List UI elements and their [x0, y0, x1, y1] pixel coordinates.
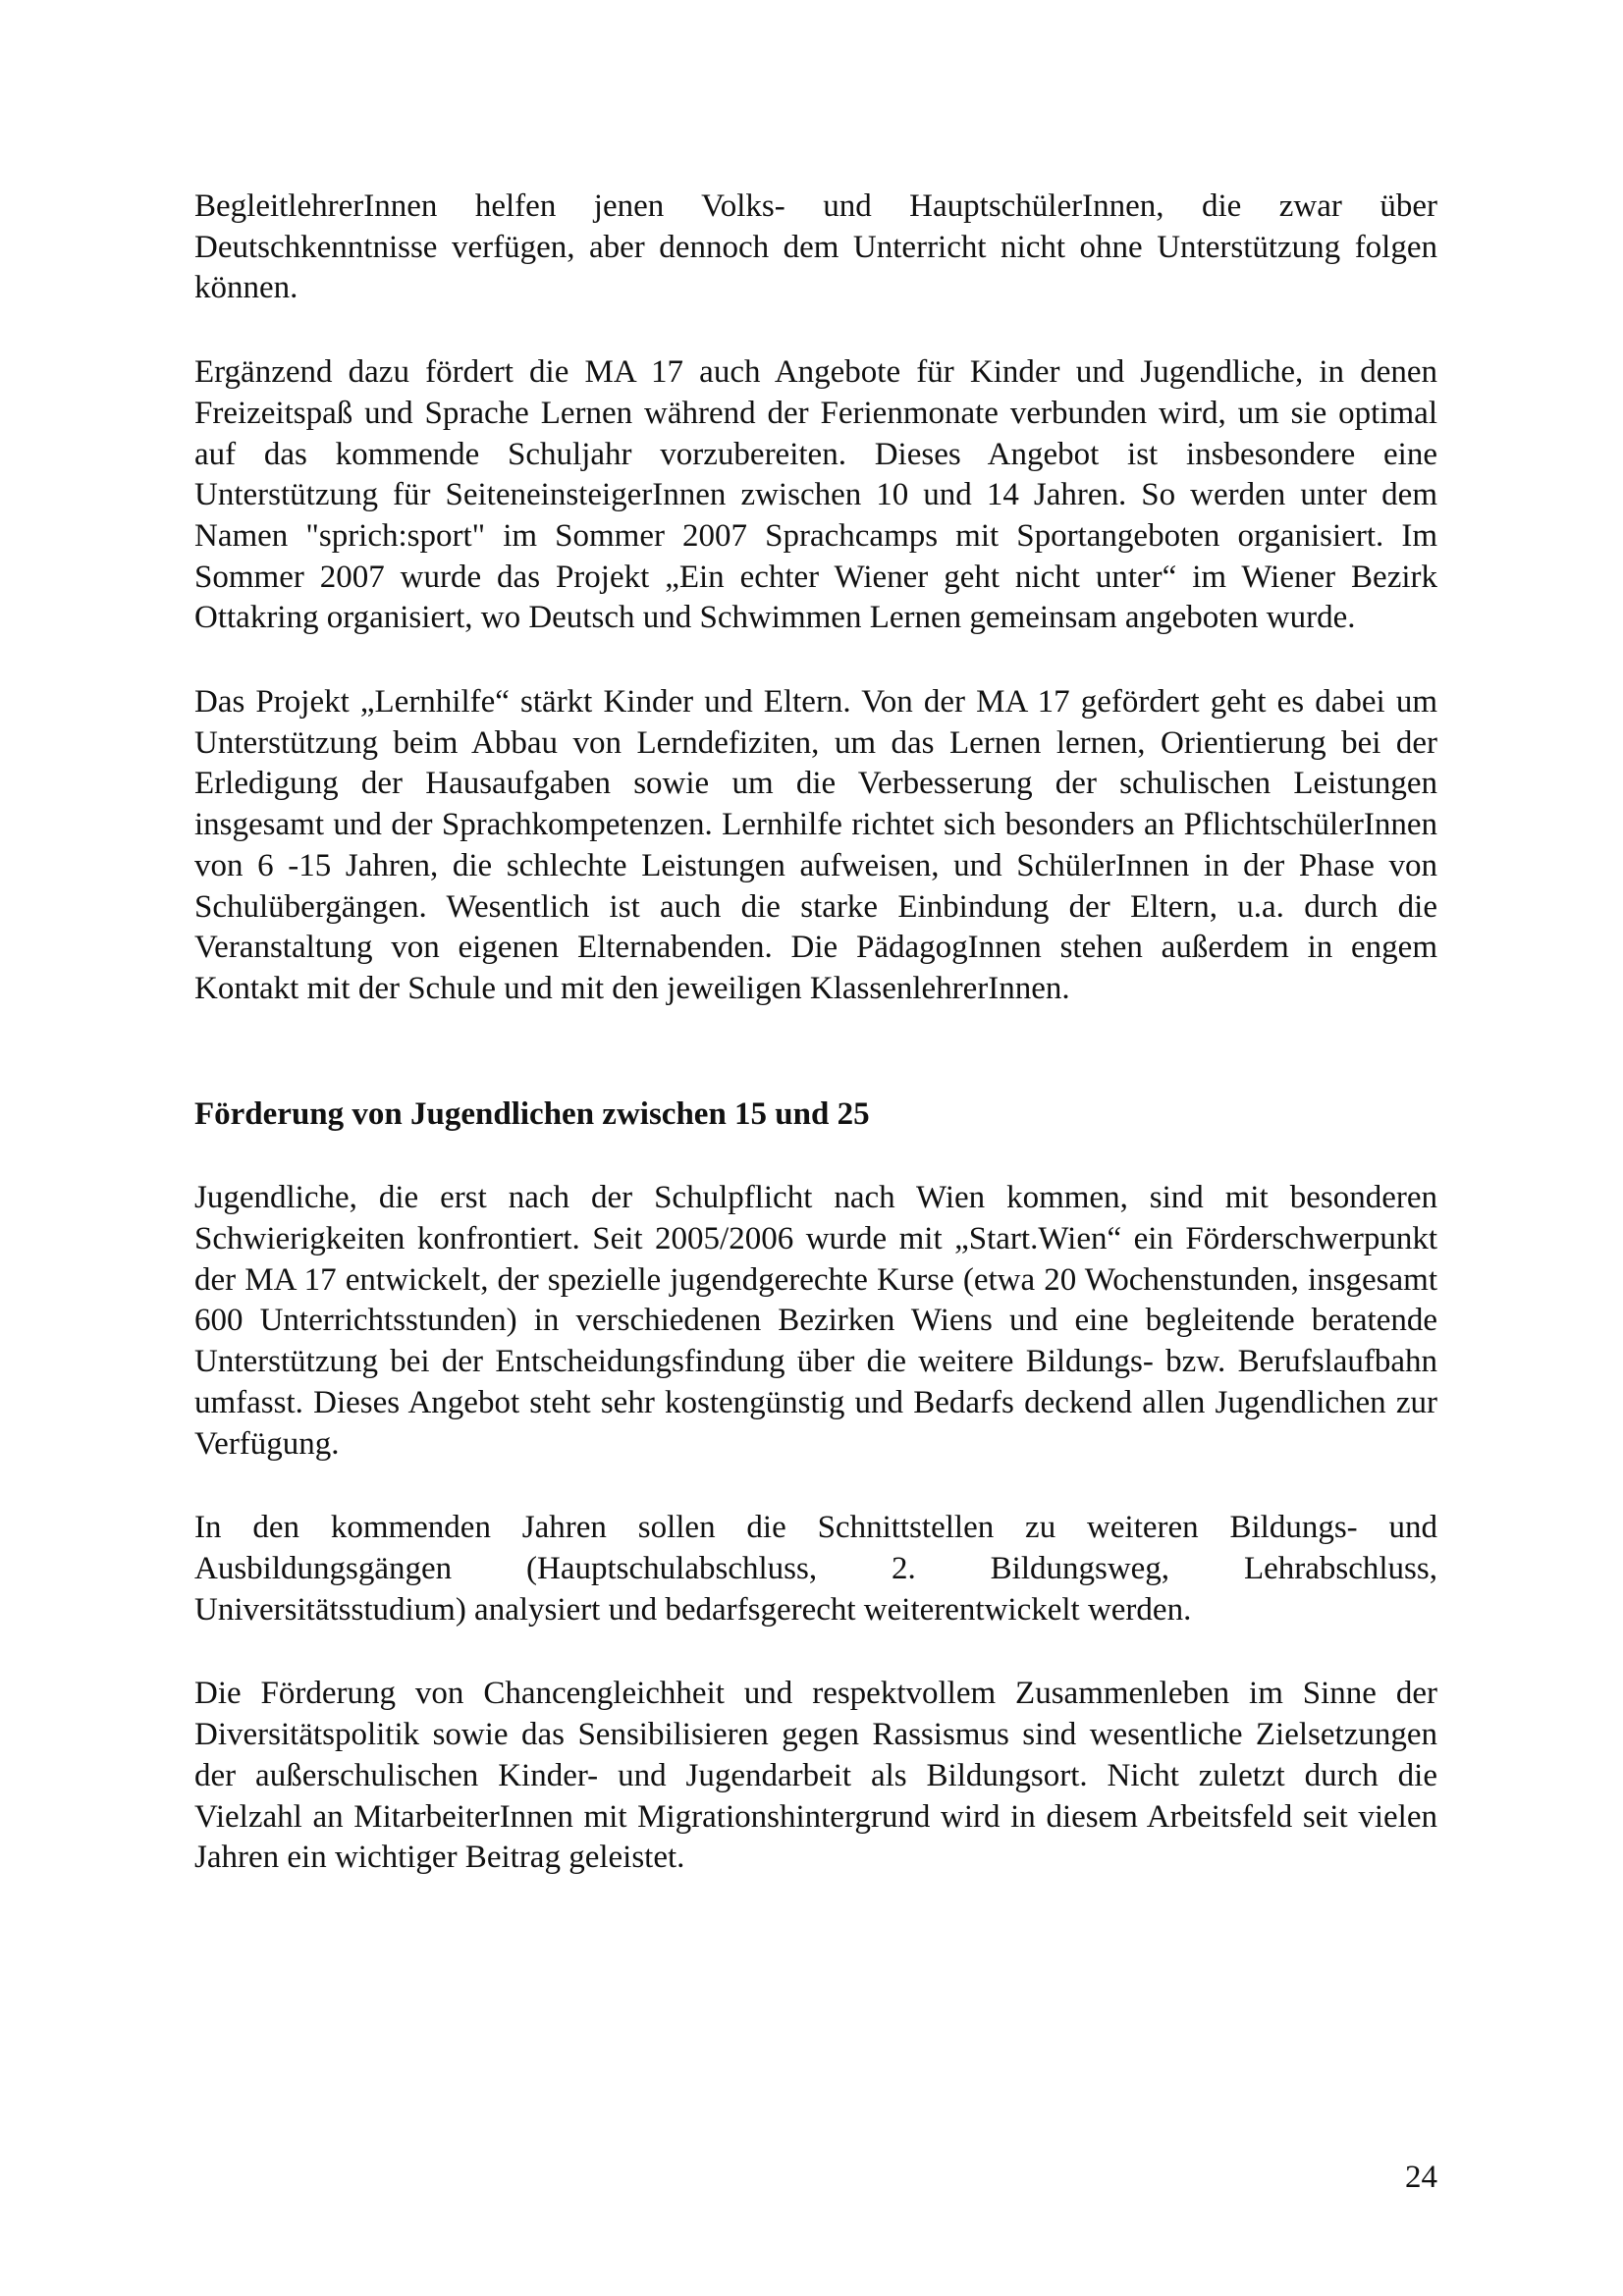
paragraph-ferienangebote: Ergänzend dazu fördert die MA 17 auch Angebote für Kinder und Jugendliche, in denen Freizeitspaß und Sprache Lernen während der Ferienmonate verbunden wird, um sie optimal auf das kommende Schuljahr vorzubereiten. Dieses Angebot ist insbesondere eine Unterstützung für SeiteneinsteigerInnen zwischen 10 und 14 Jahren. So werden unter dem Namen "sprich:sport" im Sommer 2007 Sprachcamps mit Sportangeboten organisiert. Im Sommer 2007 wurde das Projekt „Ein echter Wiener geht nicht unter“ im Wiener Bezirk Ottakring organisiert, wo Deutsch und Schwimmen Lernen gemeinsam angeboten wurde. — [194, 354, 1437, 636]
paragraph-start-wien: Jugendliche, die erst nach der Schulpflicht nach Wien kommen, sind mit besonderen Schwierigkeiten konfrontiert. Seit 2005/2006 wurde mit „Start.Wien“ ein Förderschwerpunkt der MA 17 entwickelt, der spezielle jugendgerechte Kurse (etwa 20 Wochenstunden, insgesamt 600 Unterrichtsstunden) in verschiedenen Bezirken Wiens und eine begleitende beratende Unterstützung bei der Entscheidungsfindung über die weitere Bildungs- bzw. Berufslaufbahn umfasst. Dieses Angebot steht sehr kostengünstig und Bedarfs deckend allen Jugendlichen zur Verfügung. — [194, 1180, 1437, 1462]
paragraph-schnittstellen: In den kommenden Jahren sollen die Schnittstellen zu weiteren Bildungs- und Ausbildungsgängen (Hauptschulabschluss, 2. Bildungsweg, Lehrabschluss, Universitätsstudium) analysiert und bedarfsgerecht weiterentwickelt werden. — [194, 1510, 1437, 1628]
page-number: 24 — [1405, 2160, 1437, 2195]
paragraph-begleitlehrer: BegleitlehrerInnen helfen jenen Volks- und HauptschülerInnen, die zwar über Deutschkenntnisse verfügen, aber dennoch dem Unterricht nicht ohne Unterstützung folgen können. — [194, 188, 1437, 306]
paragraph-chancengleichheit: Die Förderung von Chancengleichheit und respektvollem Zusammenleben im Sinne der Diversitätspolitik sowie das Sensibilisieren gegen Rassismus sind wesentliche Zielsetzungen der außerschulischen Kinder- und Jugendarbeit als Bildungsort. Nicht zuletzt durch die Vielzahl an MitarbeiterInnen mit Migrationshintergrund wird in diesem Arbeitsfeld seit vielen Jahren ein wichtiger Beitrag geleistet. — [194, 1676, 1437, 1876]
document-page — [194, 187, 1437, 1879]
paragraph-lernhilfe: Das Projekt „Lernhilfe“ stärkt Kinder und Eltern. Von der MA 17 gefördert geht es dabei um Unterstützung beim Abbau von Lerndefiziten, um das Lernen lernen, Orientierung bei der Erledigung der Hausaufgaben sowie um die Verbesserung der schulischen Leistungen insgesamt und der Sprachkompetenzen. Lernhilfe richtet sich besonders an PflichtschülerInnen von 6 -15 Jahren, die schlechte Leistungen aufweisen, und SchülerInnen in der Phase von Schulübergängen. Wesentlich ist auch die starke Einbindung der Eltern, u.a. durch die Veranstaltung von eigenen Elternabenden. Die PädagogInnen stehen außerdem in engem Kontakt mit der Schule und mit den jeweiligen KlassenlehrerInnen. — [194, 684, 1437, 1006]
section-heading: Förderung von Jugendlichen zwischen 15 und 25 — [194, 1095, 870, 1132]
